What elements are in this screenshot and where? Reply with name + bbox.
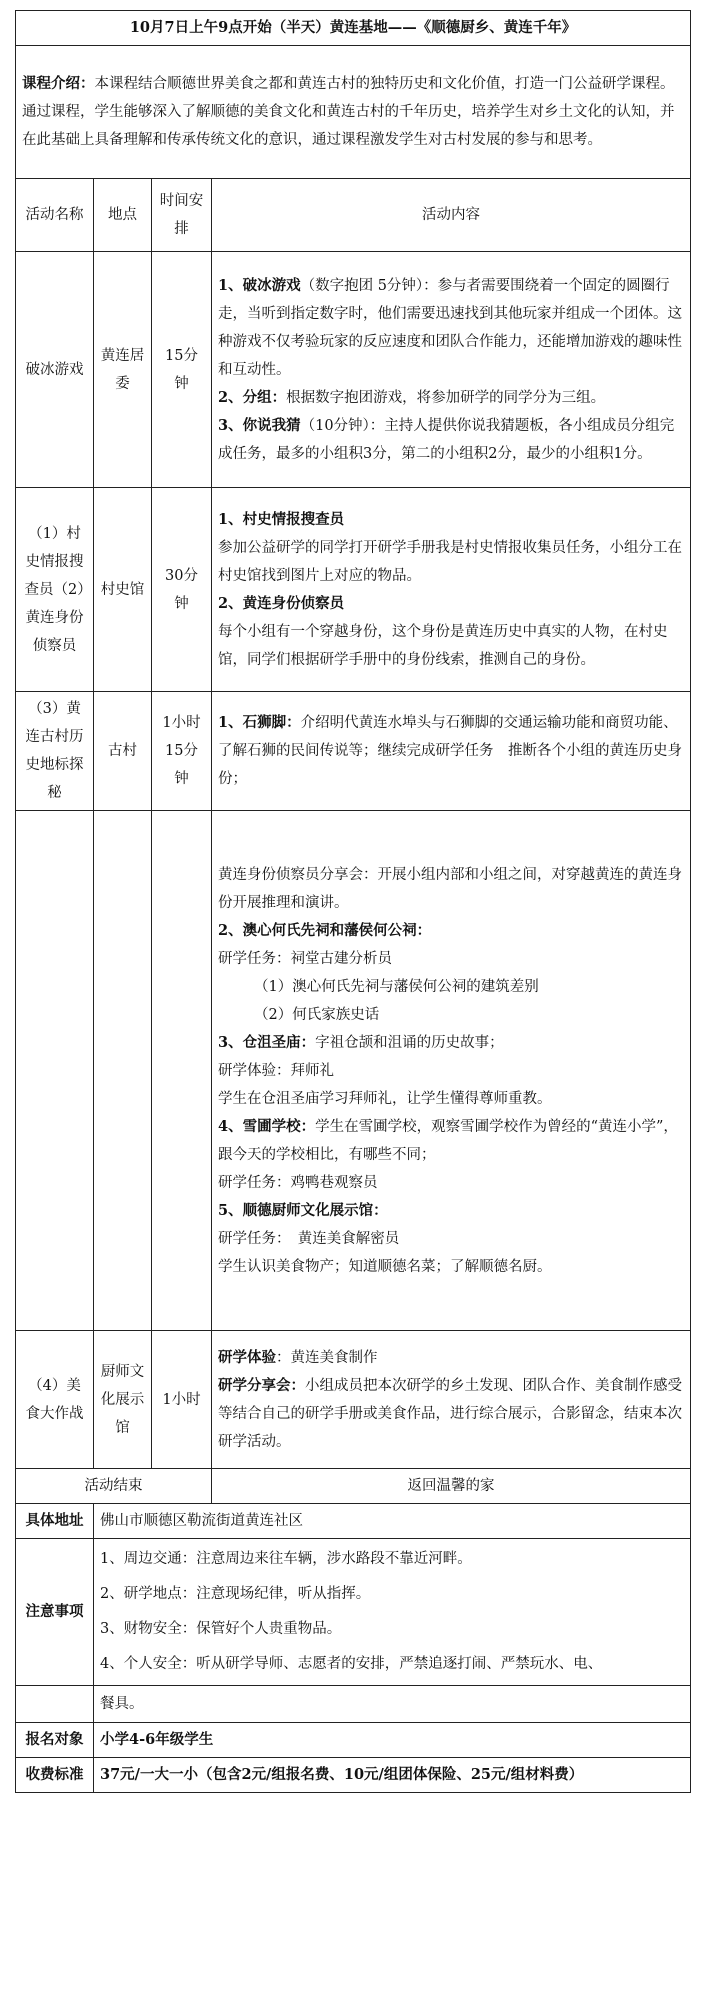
content-heading: 3、仓沮圣庙： bbox=[218, 1033, 316, 1051]
notes-continuation: 餐具。 bbox=[94, 1686, 691, 1723]
notes-list bbox=[94, 1539, 691, 1686]
intro-label: 课程介绍： bbox=[22, 75, 95, 92]
activity-place: 古村 bbox=[94, 692, 152, 811]
content-heading: 2、黄连身份侦察员 bbox=[218, 594, 345, 612]
note-item: 1、周边交通：注意周边来往车辆，涉水路段不靠近河畔。 bbox=[100, 1551, 472, 1567]
content-text: （数字抱团 5分钟）：参与者需要围绕着一个固定的圆圈行走，当听到指定数字时，他们需要迅速找到其他玩家并组成一个团体。这种游戏不仅考验玩家的反应速度和团队合作能力，还能增加游戏的趣味性和互动性。 bbox=[218, 277, 682, 378]
content-paragraph bbox=[218, 384, 684, 412]
content-paragraph bbox=[218, 590, 684, 618]
content-text: （1）澳心何氏先祠与藩侯何公祠的建筑差别 bbox=[254, 978, 539, 995]
fee-row bbox=[16, 1758, 691, 1793]
address-value: 佛山市顺德区勒流街道黄连社区 bbox=[94, 1504, 691, 1539]
content-paragraph bbox=[218, 1001, 684, 1029]
activity-time bbox=[152, 811, 212, 1331]
content-paragraph bbox=[218, 917, 684, 945]
content-paragraph bbox=[218, 1029, 684, 1057]
activity-place: 厨师文化展示馆 bbox=[94, 1331, 152, 1469]
note-item: 4、个人安全：听从研学导师、志愿者的安排，严禁追逐打闹、严禁玩水、电、 bbox=[100, 1656, 603, 1672]
content-paragraph bbox=[218, 506, 684, 534]
content-paragraph bbox=[218, 1344, 684, 1372]
activity-name: 破冰游戏 bbox=[16, 252, 94, 488]
intro-text: 本课程结合顺德世界美食之都和黄连古村的独特历史和文化价值，打造一门公益研学课程。通过课程，学生能够深入了解顺德的美食文化和黄连古村的千年历史，培养学生对乡土文化的认知，并在此基础上具备理解和传承传统文化的意识，通过课程激发学生对古村发展的参与和思考。 bbox=[22, 76, 675, 148]
content-text: （10分钟）：主持人提供你说我猜题板，各小组成员分组完成任务，最多的小组积3分，第二的小组积2分，最少的小组积1分。 bbox=[218, 417, 675, 462]
audience-label: 报名对象 bbox=[16, 1723, 94, 1758]
fee-label: 收费标准 bbox=[16, 1758, 94, 1793]
fee-value: 37元/一大一小（包含2元/组报名费、10元/组团体保险、25元/组材料费） bbox=[94, 1758, 691, 1793]
content-text: （2）何氏家族史话 bbox=[254, 1006, 380, 1023]
header-place: 地点 bbox=[94, 179, 152, 252]
schedule-table bbox=[15, 10, 691, 1793]
content-heading: 4、雪圃学校： bbox=[218, 1117, 316, 1135]
content-paragraph bbox=[218, 861, 684, 917]
activity-name bbox=[16, 811, 94, 1331]
content-text: 字祖仓颉和沮诵的历史故事； bbox=[315, 1034, 504, 1051]
content-text: 研学任务：鸡鸭巷观察员 bbox=[218, 1174, 378, 1191]
activity-time: 1小时15分钟 bbox=[152, 692, 212, 811]
activity-row bbox=[16, 1331, 691, 1469]
content-text: ：黄连美食制作 bbox=[276, 1349, 378, 1366]
header-name: 活动名称 bbox=[16, 179, 94, 252]
content-paragraph bbox=[218, 1197, 684, 1225]
content-paragraph bbox=[218, 618, 684, 674]
header-time: 时间安排 bbox=[152, 179, 212, 252]
content-heading: 2、澳心何氏先祠和藩侯何公祠： bbox=[218, 921, 432, 939]
address-row bbox=[16, 1504, 691, 1539]
content-paragraph bbox=[218, 1253, 684, 1281]
activity-content bbox=[212, 252, 691, 488]
activity-row bbox=[16, 811, 691, 1331]
content-paragraph bbox=[218, 1225, 684, 1253]
content-heading: 1、破冰游戏 bbox=[218, 276, 301, 294]
content-paragraph bbox=[218, 534, 684, 590]
end-right: 返回温馨的家 bbox=[212, 1469, 691, 1504]
activity-place: 村史馆 bbox=[94, 488, 152, 692]
content-paragraph bbox=[218, 709, 684, 793]
address-label: 具体地址 bbox=[16, 1504, 94, 1539]
title-row bbox=[16, 11, 691, 46]
content-text: 每个小组有一个穿越身份，这个身份是黄连历史中真实的人物，在村史馆，同学们根据研学手册中的身份线索，推测自己的身份。 bbox=[218, 623, 668, 668]
content-paragraph bbox=[218, 412, 684, 468]
document-title: 10月7日上午9点开始（半天）黄连基地——《顺德厨乡、黄连千年》 bbox=[16, 11, 691, 46]
content-heading: 研学体验 bbox=[218, 1348, 276, 1366]
content-heading: 2、分组： bbox=[218, 388, 287, 406]
content-text: 学生在仓沮圣庙学习拜师礼，让学生懂得尊师重教。 bbox=[218, 1090, 552, 1107]
activity-content bbox=[212, 1331, 691, 1469]
end-left: 活动结束 bbox=[16, 1469, 212, 1504]
activity-name: （3）黄连古村历史地标探秘 bbox=[16, 692, 94, 811]
activity-time: 1小时 bbox=[152, 1331, 212, 1469]
activity-content bbox=[212, 692, 691, 811]
content-text: 黄连身份侦察员分享会：开展小组内部和小组之间，对穿越黄连的黄连身份开展推理和演讲。 bbox=[218, 866, 682, 911]
note-item: 2、研学地点：注意现场纪律，听从指挥。 bbox=[100, 1586, 371, 1602]
content-paragraph bbox=[218, 1057, 684, 1085]
note-item: 3、财物安全：保管好个人贵重物品。 bbox=[100, 1621, 342, 1637]
content-paragraph bbox=[218, 272, 684, 384]
content-text: 研学任务：祠堂古建分析员 bbox=[218, 950, 392, 967]
course-document bbox=[15, 10, 690, 1990]
activity-content bbox=[212, 488, 691, 692]
header-content: 活动内容 bbox=[212, 179, 691, 252]
content-heading: 1、石狮脚： bbox=[218, 714, 301, 731]
course-intro bbox=[16, 46, 691, 179]
content-paragraph bbox=[218, 1113, 684, 1169]
activity-row bbox=[16, 488, 691, 692]
content-text: 研学体验：拜师礼 bbox=[218, 1062, 334, 1079]
content-text: 学生在雪圃学校，观察雪圃学校作为曾经的“黄连小学”，跟今天的学校相比，有哪些不同； bbox=[218, 1118, 678, 1163]
activity-place bbox=[94, 811, 152, 1331]
content-text: 学生认识美食物产；知道顺德名菜；了解顺德名厨。 bbox=[218, 1258, 552, 1275]
activity-row bbox=[16, 252, 691, 488]
content-text: 介绍明代黄连水埠头与石狮脚的交通运输功能和商贸功能、了解石狮的民间传说等；继续完成研学任务 推断各个小组的黄连历史身份； bbox=[218, 715, 682, 787]
activity-time: 15分钟 bbox=[152, 252, 212, 488]
content-heading: 5、顺德厨师文化展示馆： bbox=[218, 1201, 388, 1219]
content-text: 小组成员把本次研学的乡土发现、团队合作、美食制作感受等结合自己的研学手册或美食作品，进行综合展示，合影留念，结束本次研学活动。 bbox=[218, 1377, 682, 1450]
notes-continuation-row bbox=[16, 1686, 691, 1723]
header-row bbox=[16, 179, 691, 252]
content-paragraph bbox=[218, 1085, 684, 1113]
end-row bbox=[16, 1469, 691, 1504]
notes-row bbox=[16, 1539, 691, 1686]
activity-name: （1）村史情报搜查员（2）黄连身份侦察员 bbox=[16, 488, 94, 692]
content-paragraph bbox=[218, 945, 684, 973]
content-text: 参加公益研学的同学打开研学手册我是村史情报收集员任务，小组分工在村史馆找到图片上对应的物品。 bbox=[218, 539, 682, 584]
activity-name: （4）美食大作战 bbox=[16, 1331, 94, 1469]
activity-place: 黄连居委 bbox=[94, 252, 152, 488]
activity-row bbox=[16, 692, 691, 811]
activity-content bbox=[212, 811, 691, 1331]
content-text: 研学任务： 黄连美食解密员 bbox=[218, 1230, 400, 1247]
content-paragraph bbox=[218, 1169, 684, 1197]
notes-label: 注意事项 bbox=[16, 1539, 94, 1686]
activity-time: 30分钟 bbox=[152, 488, 212, 692]
content-heading: 研学分享会： bbox=[218, 1376, 305, 1394]
content-heading: 1、村史情报搜查员 bbox=[218, 510, 345, 528]
audience-value: 小学4-6年级学生 bbox=[94, 1723, 691, 1758]
content-paragraph bbox=[218, 1372, 684, 1456]
content-heading: 3、你说我猜 bbox=[218, 416, 301, 434]
audience-row bbox=[16, 1723, 691, 1758]
notes-continuation-blank bbox=[16, 1686, 94, 1723]
content-text: 根据数字抱团游戏，将参加研学的同学分为三组。 bbox=[286, 389, 606, 406]
intro-row bbox=[16, 46, 691, 179]
content-paragraph bbox=[218, 973, 684, 1001]
